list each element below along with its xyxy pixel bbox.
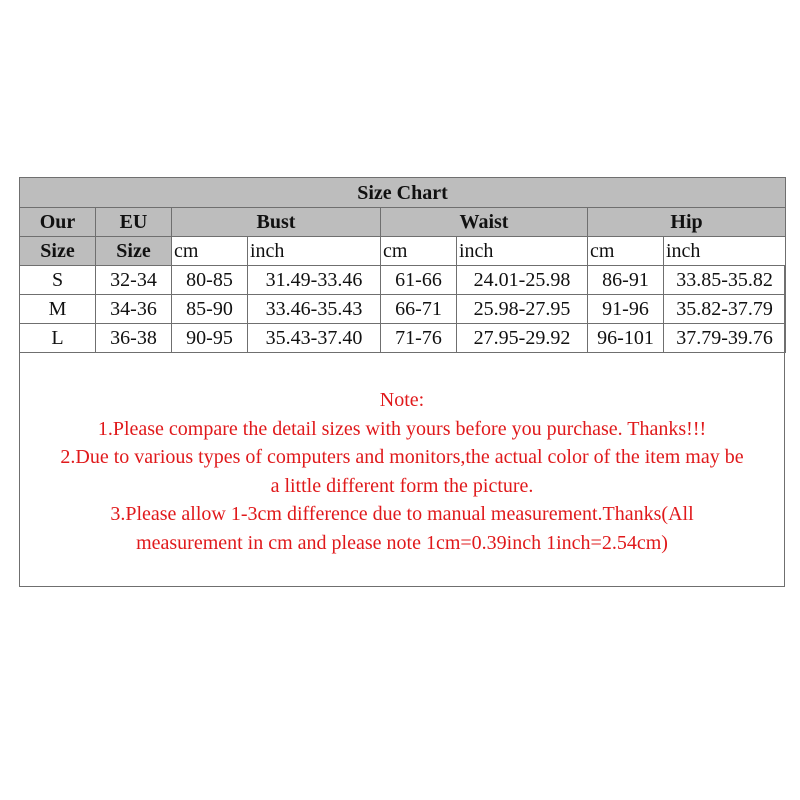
table-row (20, 324, 786, 353)
bust-cm-cell: 80-85 (172, 266, 248, 295)
table-row (20, 295, 786, 324)
waist-header: Waist (381, 208, 588, 237)
chart-title: Size Chart (20, 178, 786, 208)
bust-cm-cell: 85-90 (172, 295, 248, 324)
note-line: 3.Please allow 1-3cm difference due to manual measurement.Thanks(All (110, 503, 694, 525)
size-table (19, 177, 786, 353)
hip-cm-cell: 91-96 (588, 295, 664, 324)
size-cell: S (20, 266, 96, 295)
waist-cm-cell: 66-71 (381, 295, 457, 324)
eu-cell: 32-34 (96, 266, 172, 295)
note-line: measurement in cm and please note 1cm=0.39inch 1inch=2.54cm) (136, 531, 668, 554)
hip-inch-cell: 37.79-39.76 (664, 324, 786, 353)
hip-inch-header: inch (664, 237, 786, 266)
hip-cm-cell: 86-91 (588, 266, 664, 295)
hip-cm-header: cm (588, 237, 664, 266)
size-chart (19, 177, 785, 587)
waist-cm-header: cm (381, 237, 457, 266)
note-section (20, 386, 784, 557)
eu-size-header-top: EU (96, 208, 172, 237)
eu-cell: 36-38 (96, 324, 172, 353)
note-heading: Note: (379, 389, 425, 411)
hip-header: Hip (588, 208, 786, 237)
waist-inch-cell: 27.95-29.92 (457, 324, 588, 353)
our-size-header-bottom: Size (20, 237, 96, 266)
bust-header: Bust (172, 208, 381, 237)
waist-inch-header: inch (457, 237, 588, 266)
waist-inch-cell: 24.01-25.98 (457, 266, 588, 295)
table-row (20, 266, 786, 295)
bust-inch-cell: 33.46-35.43 (248, 295, 381, 324)
size-cell: M (20, 295, 96, 324)
hip-inch-cell: 35.82-37.79 (664, 295, 786, 324)
waist-cm-cell: 61-66 (381, 266, 457, 295)
bust-inch-cell: 31.49-33.46 (248, 266, 381, 295)
note-line: 2.Due to various types of computers and monitors,the actual color of the item may be (60, 446, 744, 468)
waist-inch-cell: 25.98-27.95 (457, 295, 588, 324)
bust-inch-cell: 35.43-37.40 (248, 324, 381, 353)
bust-inch-header: inch (248, 237, 381, 266)
hip-inch-cell: 33.85-35.82 (664, 266, 786, 295)
waist-cm-cell: 71-76 (381, 324, 457, 353)
hip-cm-cell: 96-101 (588, 324, 664, 353)
note-line: a little different form the picture. (270, 474, 534, 497)
eu-cell: 34-36 (96, 295, 172, 324)
size-cell: L (20, 324, 96, 353)
eu-size-header-bottom: Size (96, 237, 172, 266)
note-line: 1.Please compare the detail sizes with yours before you purchase. Thanks!!! (97, 417, 707, 440)
bust-cm-header: cm (172, 237, 248, 266)
our-size-header-top: Our (20, 208, 96, 237)
bust-cm-cell: 90-95 (172, 324, 248, 353)
